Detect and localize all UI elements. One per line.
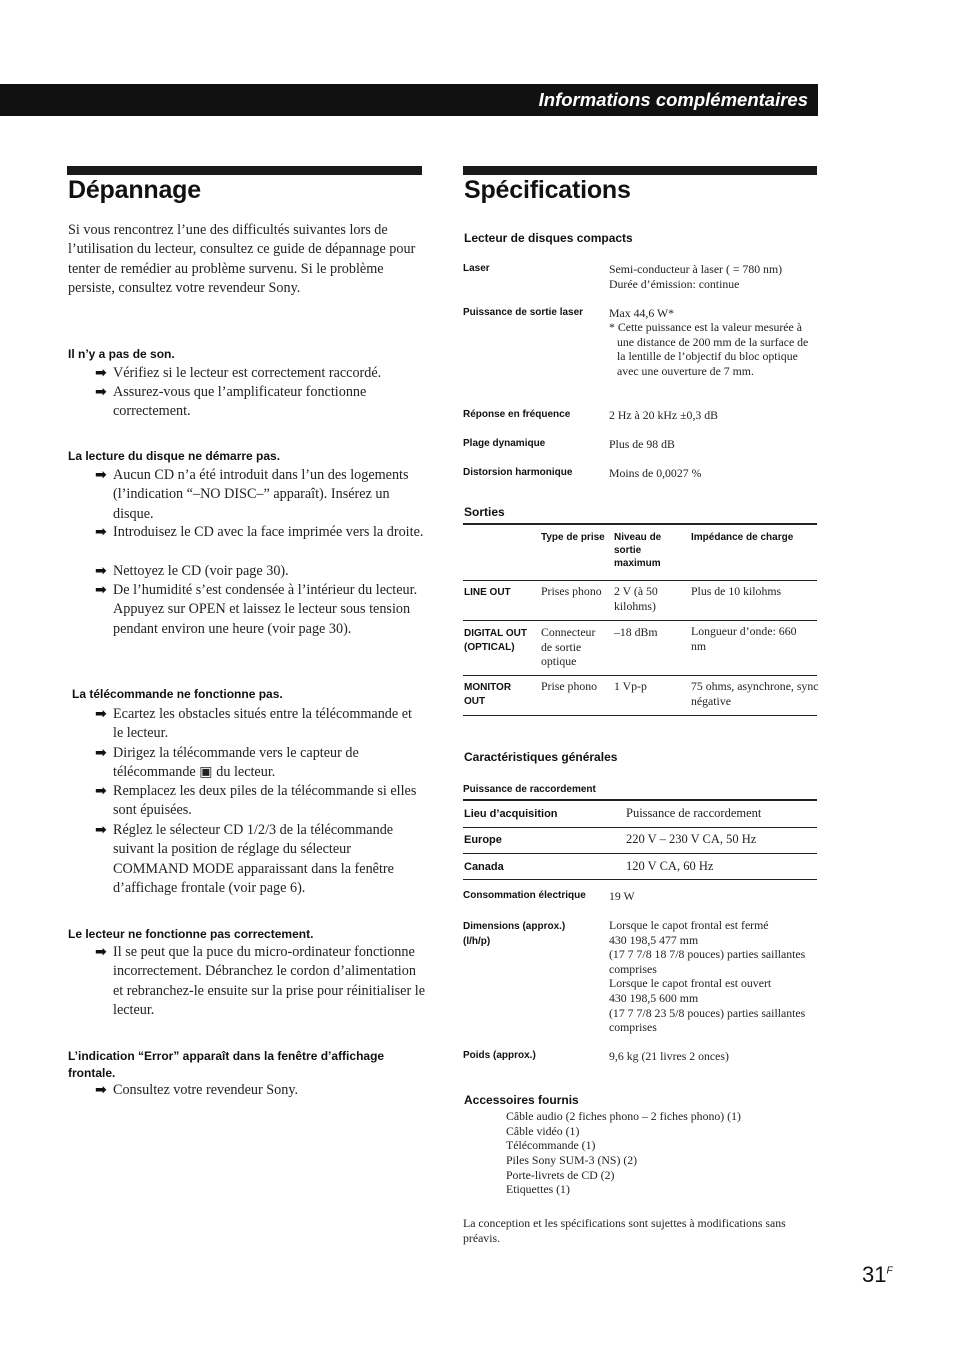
- arrow-right-icon: ➡: [95, 944, 107, 960]
- page-language-suffix: F: [886, 1265, 893, 1277]
- problem-answer: ➡ Aucun CD n’a été introduit dans l’un des logements (l’indication “–NO DISC–” apparaît). Insérez un disque.: [95, 467, 409, 522]
- outputs-cell: Longueur d’onde: 660 nm: [691, 624, 797, 653]
- problem-answer: ➡ Dirigez la télécommande vers le capteur de télécommande ▣ du lecteur.: [95, 745, 359, 781]
- power-row-value: Puissance de raccordement: [626, 806, 762, 820]
- weight-label: Poids (approx.): [463, 1050, 536, 1061]
- troubleshooting-intro: Si vous rencontrez l’une des difficultés suivantes lors de l’utilisation du lecteur, consultez ce guide de dépannage pour tenter de remédier au problème survenu. Si le problème persiste, consultez votre revendeur Sony.: [68, 222, 416, 297]
- table-rule: [463, 879, 817, 880]
- spec-value: Semi-conducteur à laser ( = 780 nm) Durée d’émission: continue: [609, 262, 783, 291]
- problem-answer: ➡ Assurez-vous que l’amplificateur fonctionne correctement.: [95, 384, 367, 420]
- power-row-value: 120 V CA, 60 Hz: [626, 859, 714, 873]
- arrow-right-icon: ➡: [95, 706, 107, 722]
- specs-title: Spécifications: [464, 176, 631, 204]
- arrow-right-icon: ➡: [95, 365, 107, 381]
- laser-footnote: * Cette puissance est la valeur mesurée à une distance de 200 mm de la surface de la lentille de l’objectif du bloc optique avec une ouverture de 7 mm.: [609, 320, 809, 378]
- outputs-cell: Prise phono: [541, 679, 598, 693]
- weight-value: 9,6 kg (21 livres 2 onces): [609, 1049, 729, 1063]
- arrow-right-icon: ➡: [95, 563, 107, 579]
- table-rule: [463, 675, 817, 676]
- spec-label: Réponse en fréquence: [463, 409, 571, 420]
- specs-rule: [463, 166, 817, 175]
- dimensions-label: Dimensions (approx.) (l/h/p): [463, 921, 566, 947]
- outputs-cell: Prises phono: [541, 584, 602, 598]
- arrow-right-icon: ➡: [95, 783, 107, 799]
- table-rule: [463, 853, 817, 854]
- outputs-cell: 1 Vp-p: [614, 679, 647, 693]
- general-title: Caractéristiques générales: [464, 750, 618, 764]
- consumption-label: Consommation électrique: [463, 890, 586, 901]
- problem-answer: ➡ Nettoyez le CD (voir page 30).: [113, 562, 425, 581]
- problem-answer: ➡ Consultez votre revendeur Sony.: [113, 1081, 425, 1100]
- problem-title: Il n’y a pas de son.: [68, 347, 175, 361]
- accessory-item: Câble audio (2 fiches phono – 2 fiches phono) (1): [506, 1109, 741, 1123]
- power-row-place: Europe: [464, 834, 502, 846]
- arrow-right-icon: ➡: [95, 745, 107, 761]
- accessory-item: Télécommande (1): [506, 1138, 596, 1152]
- page-number: $31^F$: [862, 1262, 893, 1287]
- problem-answer: ➡ Introduisez le CD avec la face imprimée vers la droite.: [113, 523, 425, 542]
- accessory-item: Etiquettes (1): [506, 1182, 570, 1196]
- table-rule: [463, 523, 817, 525]
- section-header-title: Informations complémentaires: [538, 89, 808, 110]
- power-label: Puissance de raccordement: [463, 784, 596, 795]
- problem-answer: ➡ Il se peut que la puce du micro-ordinateur fonctionne incorrectement. Débranchez le cordon d’alimentation et rebranchez-le ensuite sur la prise pour réinitialiser le lecteur.: [95, 944, 425, 1018]
- arrow-right-icon: ➡: [95, 822, 107, 838]
- power-row-value: 220 V – 230 V CA, 50 Hz: [626, 832, 757, 846]
- outputs-cell: Connecteur de sortie optique: [541, 625, 596, 669]
- table-rule: [463, 827, 817, 828]
- specs-footnote: La conception et les spécifications sont sujettes à modifications sans préavis.: [463, 1216, 786, 1245]
- section-header-bar: [0, 84, 818, 116]
- power-row-place: Lieu d’acquisition: [464, 808, 558, 820]
- outputs-cell: Plus de 10 kilohms: [691, 584, 782, 598]
- spec-label: Distorsion harmonique: [463, 467, 573, 478]
- spec-value: Max 44,6 W*: [609, 306, 674, 320]
- outputs-title: Sorties: [464, 505, 505, 519]
- table-rule: [463, 715, 817, 716]
- table-rule: [463, 620, 817, 621]
- accessories-title: Accessoires fournis: [464, 1093, 579, 1107]
- problem-answer: ➡ Ecartez les obstacles situés entre la télécommande et le lecteur.: [95, 706, 412, 742]
- consumption-value: 19 W: [609, 889, 635, 903]
- table-rule: [463, 799, 817, 801]
- arrow-right-icon: ➡: [95, 467, 107, 483]
- spec-label: Plage dynamique: [463, 438, 546, 449]
- outputs-header: Impédance de charge: [691, 532, 794, 543]
- problem-answer: ➡ De l’humidité s’est condensée à l’intérieur du lecteur. Appuyez sur OPEN et laissez le lecteur sous tension pendant environ une heure (voir page 30).: [95, 582, 418, 637]
- outputs-cell: –18 dBm: [614, 625, 658, 639]
- arrow-right-icon: ➡: [95, 384, 107, 400]
- accessory-item: Câble vidéo (1): [506, 1124, 580, 1138]
- outputs-header: Niveau de sortie maximum: [614, 532, 662, 569]
- outputs-header: Type de prise: [541, 532, 605, 543]
- outputs-row-name: DIGITAL OUT (OPTICAL): [464, 628, 527, 653]
- problem-answer: ➡ Remplacez les deux piles de la télécommande si elles sont épuisées.: [95, 783, 417, 819]
- power-row-place: Canada: [464, 861, 504, 873]
- accessory-item: Piles Sony SUM-3 (NS) (2): [506, 1153, 638, 1167]
- spec-label: Puissance de sortie laser: [463, 307, 584, 318]
- problem-title: La lecture du disque ne démarre pas.: [68, 449, 281, 463]
- problem-answer: ➡ Vérifiez si le lecteur est correctement raccordé.: [113, 364, 425, 383]
- problem-title: L’indication “Error” apparaît dans la fenêtre d’affichage frontale.: [68, 1049, 385, 1080]
- table-rule: [463, 580, 817, 581]
- arrow-right-icon: ➡: [95, 1082, 107, 1098]
- arrow-right-icon: ➡: [95, 524, 107, 540]
- outputs-cell: 2 V (à 50 kilohms): [614, 584, 658, 613]
- problem-answer: ➡ Réglez le sélecteur CD 1/2/3 de la télécommande suivant la position de réglage du sélecteur COMMAND MODE apparaissant dans la fenêtre d’affichage frontale (voir page 6).: [95, 822, 394, 896]
- outputs-row-name: MONITOR OUT: [464, 682, 512, 707]
- spec-value: Moins de 0,0027 %: [609, 466, 702, 480]
- spec-value: 2 Hz à 20 kHz ±0,3 dB: [609, 408, 719, 422]
- troubleshooting-title: Dépannage: [68, 176, 201, 204]
- accessory-item: Porte-livrets de CD (2): [506, 1168, 615, 1182]
- cd-section-title: Lecteur de disques compacts: [464, 231, 633, 245]
- problem-title: Le lecteur ne fonctionne pas correctement.: [68, 927, 314, 941]
- spec-value: Plus de 98 dB: [609, 437, 675, 451]
- outputs-row-name: LINE OUT: [464, 587, 511, 598]
- dimensions-value: Lorsque le capot frontal est fermé 430 198,5 477 mm (17 7 7/8 18 7/8 pouces) parties saillantes comprises Lorsque le capot frontal est ouvert 430 198,5 600 mm (17 7 7/8 23 5/8 pouces) parties saillantes comprises: [609, 918, 806, 1035]
- problem-title: La télécommande ne fonctionne pas.: [72, 687, 283, 701]
- arrow-right-icon: ➡: [95, 582, 107, 598]
- troubleshooting-rule: [67, 166, 422, 175]
- outputs-cell: 75 ohms, asynchrone, sync négative: [691, 679, 819, 708]
- spec-label: Laser: [463, 263, 490, 274]
